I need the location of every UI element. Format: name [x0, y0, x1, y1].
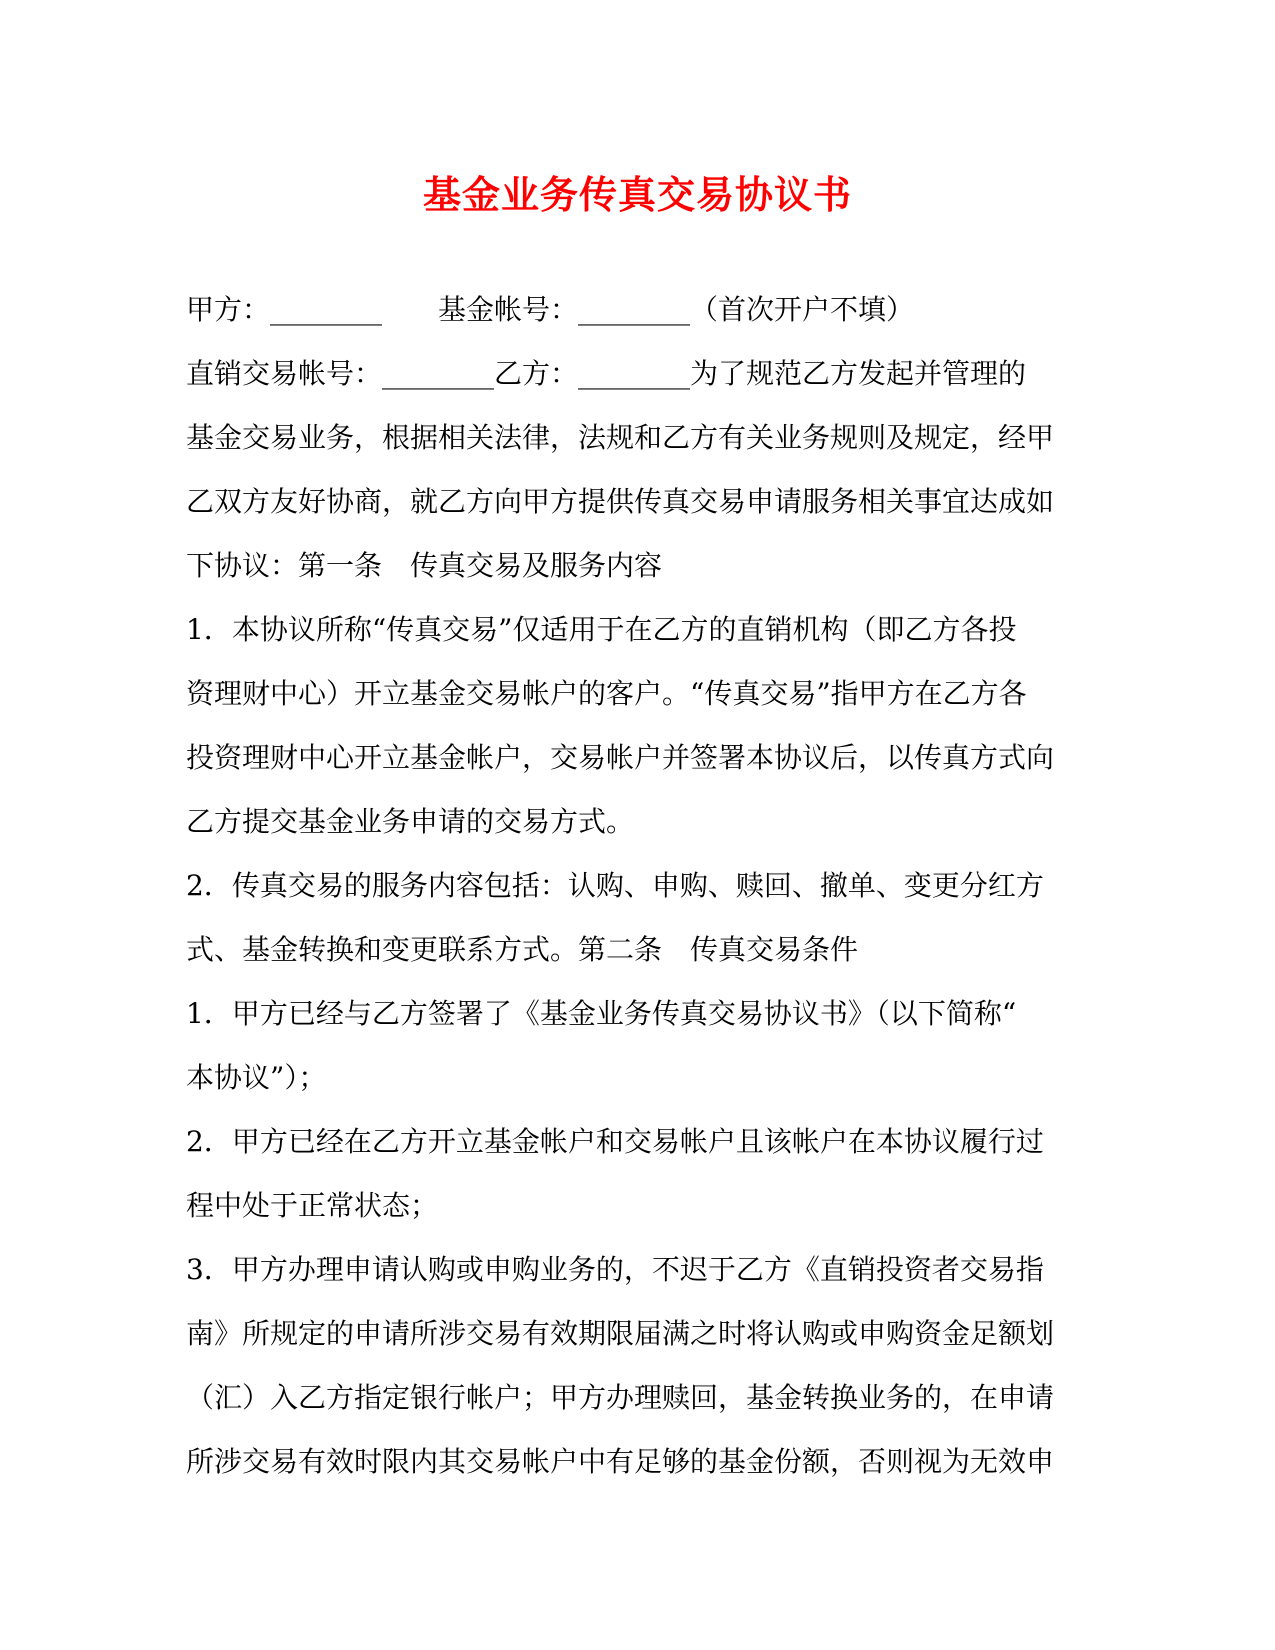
text-line: 所涉交易有效时限内其交易帐户中有足够的基金份额，否则视为无效申: [186, 1445, 1055, 1478]
text-line: 投资理财中心开立基金帐户，交易帐户并签署本协议后，以传真方式向: [186, 741, 1055, 774]
text-line: 程中处于正常状态；: [186, 1189, 439, 1222]
text-line: 3．甲方办理申请认购或申购业务的，不迟于乙方《直销投资者交易指: [186, 1253, 1044, 1286]
text-line: 资理财中心）开立基金交易帐户的客户。“传真交易”指甲方在乙方各: [186, 677, 1027, 710]
text-line: 乙方提交基金业务申请的交易方式。: [186, 805, 635, 838]
text-line: 甲方：________ 基金帐号：________（首次开户不填）: [186, 293, 915, 326]
text-line: 乙双方友好协商，就乙方向甲方提供传真交易申请服务相关事宜达成如: [186, 485, 1055, 518]
document-body: [186, 278, 1086, 1494]
text-line: 1．本协议所称“传真交易”仅适用于在乙方的直销机构（即乙方各投: [186, 613, 1017, 646]
text-line: 式、基金转换和变更联系方式。第二条 传真交易条件: [186, 933, 859, 966]
text-line: 2．传真交易的服务内容包括：认购、申购、赎回、撤单、变更分红方: [186, 869, 1044, 902]
text-line: （汇）入乙方指定银行帐户；甲方办理赎回，基金转换业务的，在申请: [186, 1381, 1055, 1414]
text-line: 基金交易业务，根据相关法律，法规和乙方有关业务规则及规定，经甲: [186, 421, 1055, 454]
text-line: 下协议：第一条 传真交易及服务内容: [186, 549, 663, 582]
text-line: 2．甲方已经在乙方开立基金帐户和交易帐户且该帐户在本协议履行过: [186, 1125, 1044, 1158]
text-line: 南》所规定的申请所涉交易有效期限届满之时将认购或申购资金足额划: [186, 1317, 1055, 1350]
text-line: 本协议”）；: [186, 1061, 327, 1094]
document-title: 基金业务传真交易协议书: [422, 172, 852, 217]
text-line: 直销交易帐号：________乙方：________为了规范乙方发起并管理的: [186, 357, 1027, 390]
text-line: 1．甲方已经与乙方签署了《基金业务传真交易协议书》（以下简称“: [186, 997, 1017, 1030]
